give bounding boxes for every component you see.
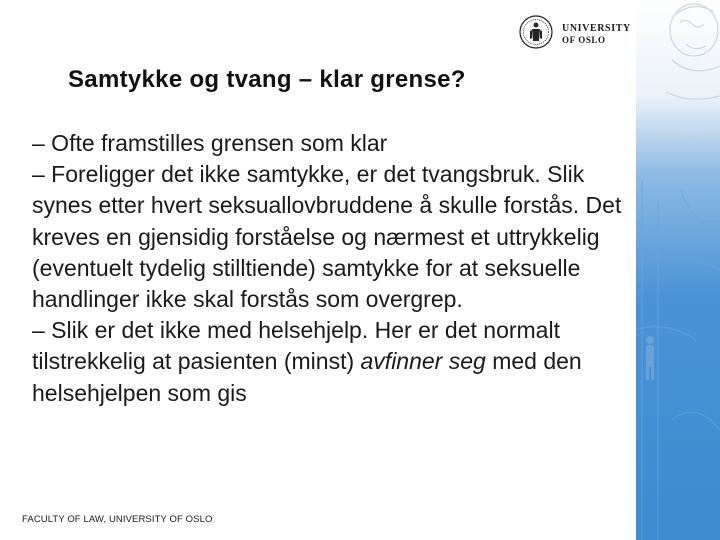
slide-title: Samtykke og tvang – klar grense? [68, 66, 466, 93]
paragraph-3-emphasis: avfinner seg [360, 348, 486, 375]
logo-of-oslo-text: OF OSLO [562, 35, 606, 45]
university-seal-icon [518, 14, 554, 50]
logo-university-text: UNIVERSITY [562, 23, 631, 34]
slide-footer: FACULTY OF LAW, UNIVERSITY OF OSLO [22, 514, 213, 525]
paragraph-3-lead: – Slik er det ikke med helsehjelp. Her er det normalt tilstrekkelig at pasienten (minst) [32, 317, 567, 375]
slide-body [32, 128, 637, 409]
paragraph-2: – Foreligger det ikke samtykke, er det tvangsbruk. Slik synes etter hvert seksuallovbruddene å skulle forstås. Det kreves en gjensidig forståelse og nærmest et uttrykkelig (eventuelt tydelig stilltiende) samtykke for at seksuelle handlinger ikke skal forstås som overgrep. [32, 161, 622, 313]
university-logo [518, 14, 638, 50]
paragraph-3-tail: med den helsehjelpen som gis [32, 348, 589, 406]
paragraph-1: – Ofte framstilles grensen som klar [32, 130, 388, 156]
decorative-side-artwork [636, 0, 720, 540]
paragraph-3 [32, 315, 637, 409]
side-artwork-graphic [636, 0, 720, 540]
